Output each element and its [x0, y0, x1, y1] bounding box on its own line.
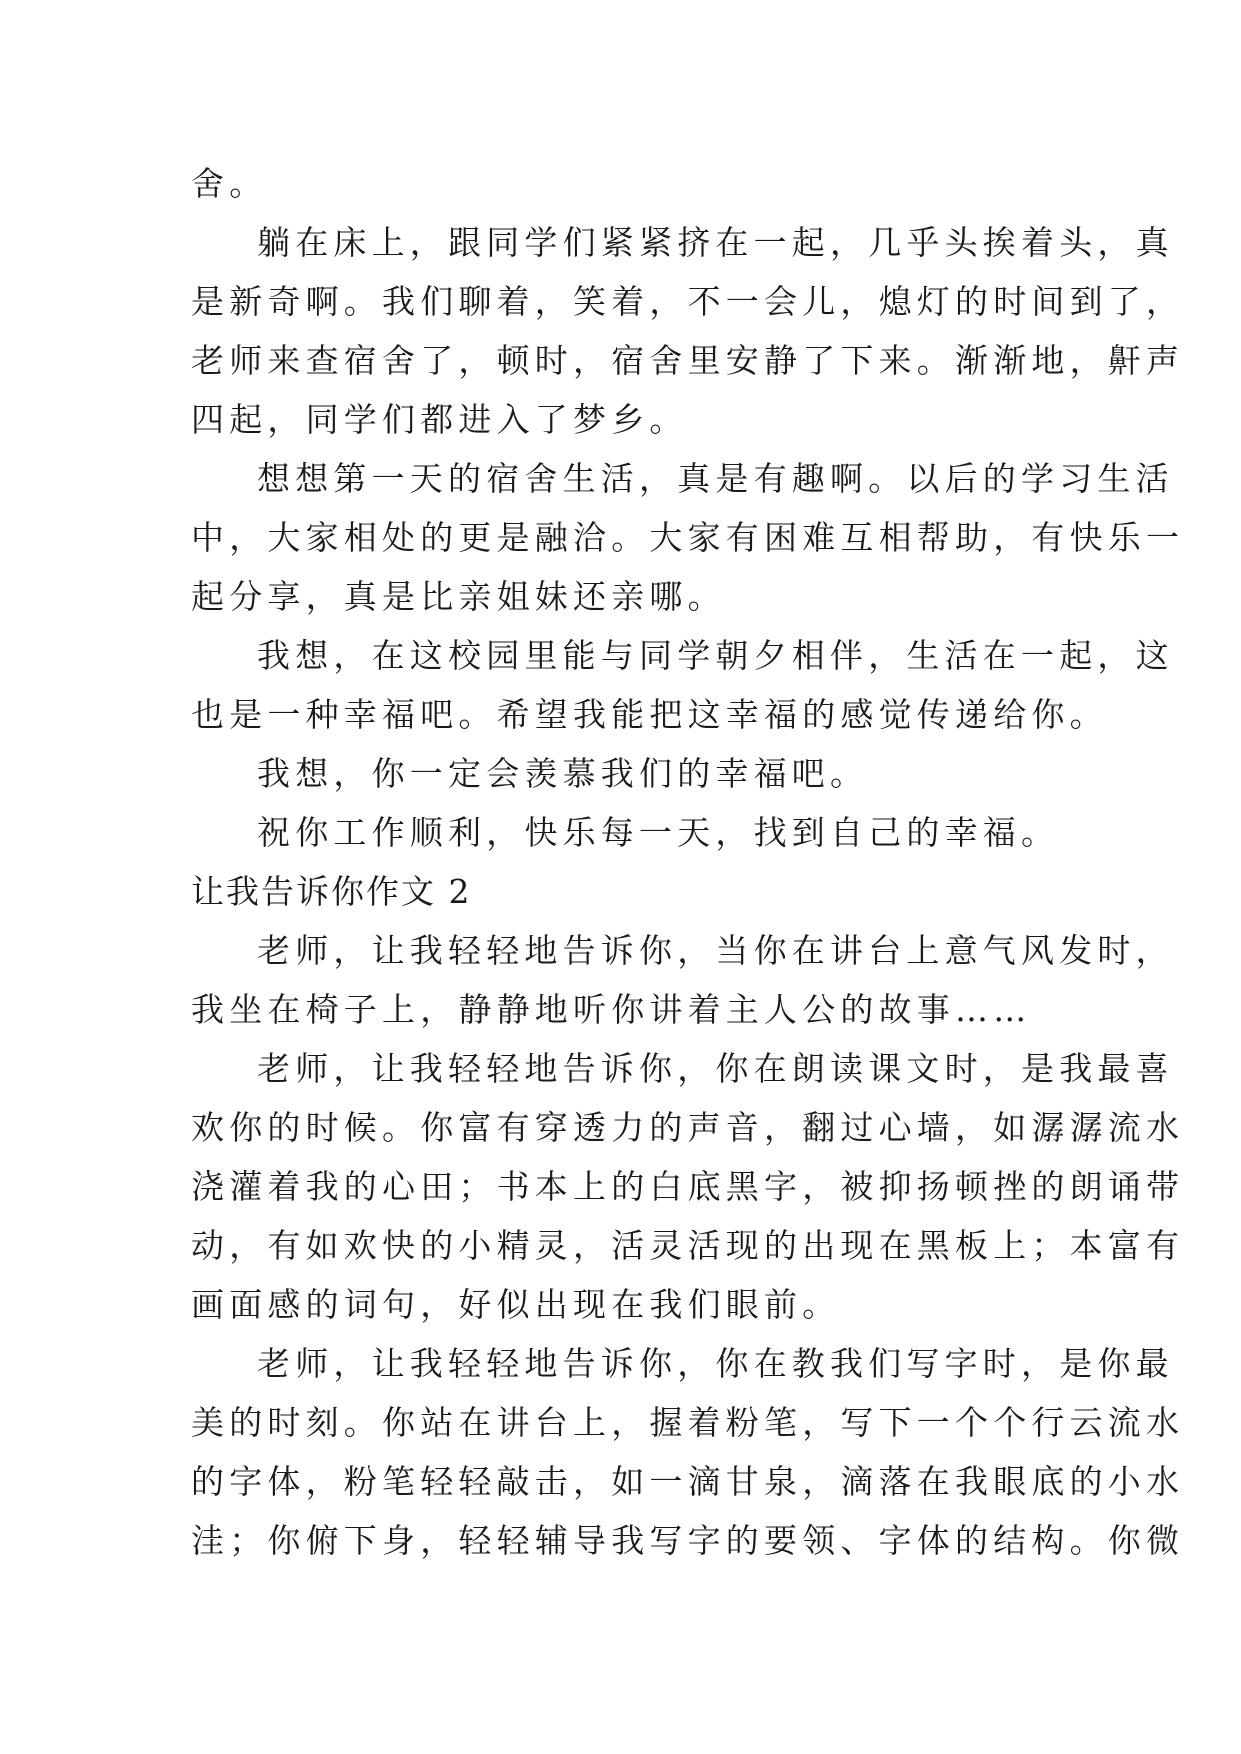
text-line: 浇灌着我的心田；书本上的白底黑字，被抑扬顿挫的朗诵带	[191, 1167, 1185, 1206]
paragraph-start-line: 我想，在这校园里能与同学朝夕相伴，生活在一起，这	[257, 636, 1174, 675]
text-line: 画面感的词句，好似出现在我们眼前。	[191, 1285, 841, 1324]
text-line: 欢你的时候。你富有穿透力的声音，翻过心墙，如潺潺流水	[191, 1108, 1185, 1147]
paragraph-start-line: 躺在床上，跟同学们紧紧挤在一起，几乎头挨着头，真	[257, 223, 1174, 262]
text-line: 动，有如欢快的小精灵，活灵活现的出现在黑板上；本富有	[191, 1226, 1185, 1265]
text-line: 的字体，粉笔轻轻敲击，如一滴甘泉，滴落在我眼底的小水	[191, 1462, 1185, 1501]
text-line: 中，大家相处的更是融洽。大家有困难互相帮助，有快乐一	[191, 518, 1185, 557]
text-line: 老师来查宿舍了，顿时，宿舍里安静了下来。渐渐地，鼾声	[191, 341, 1185, 380]
paragraph-start-line: 老师，让我轻轻地告诉你，当你在讲台上意气风发时，	[257, 931, 1174, 970]
document-body	[191, 160, 1185, 1576]
section-heading: 让我告诉你作文 2	[191, 872, 472, 911]
text-line: 也是一种幸福吧。希望我能把这幸福的感觉传递给你。	[191, 695, 1108, 734]
paragraph-start-line: 祝你工作顺利，快乐每一天，找到自己的幸福。	[257, 813, 1060, 852]
paragraph-start-line: 想想第一天的宿舍生活，真是有趣啊。以后的学习生活	[257, 459, 1174, 498]
text-line: 是新奇啊。我们聊着，笑着，不一会儿，熄灯的时间到了，	[191, 282, 1185, 321]
text-line: 舍。	[191, 164, 268, 203]
text-line: 起分享，真是比亲姐妹还亲哪。	[191, 577, 726, 616]
text-line: 四起，同学们都进入了梦乡。	[191, 400, 688, 439]
paragraph-start-line: 老师，让我轻轻地告诉你，你在教我们写字时，是你最	[257, 1344, 1174, 1383]
text-line: 洼；你俯下身，轻轻辅导我写字的要领、字体的结构。你微	[191, 1521, 1185, 1560]
paragraph-start-line: 我想，你一定会羡慕我们的幸福吧。	[257, 754, 869, 793]
text-line: 我坐在椅子上，静静地听你讲着主人公的故事……	[191, 990, 1032, 1029]
paragraph-start-line: 老师，让我轻轻地告诉你，你在朗读课文时，是我最喜	[257, 1049, 1174, 1088]
text-line: 美的时刻。你站在讲台上，握着粉笔，写下一个个行云流水	[191, 1403, 1185, 1442]
